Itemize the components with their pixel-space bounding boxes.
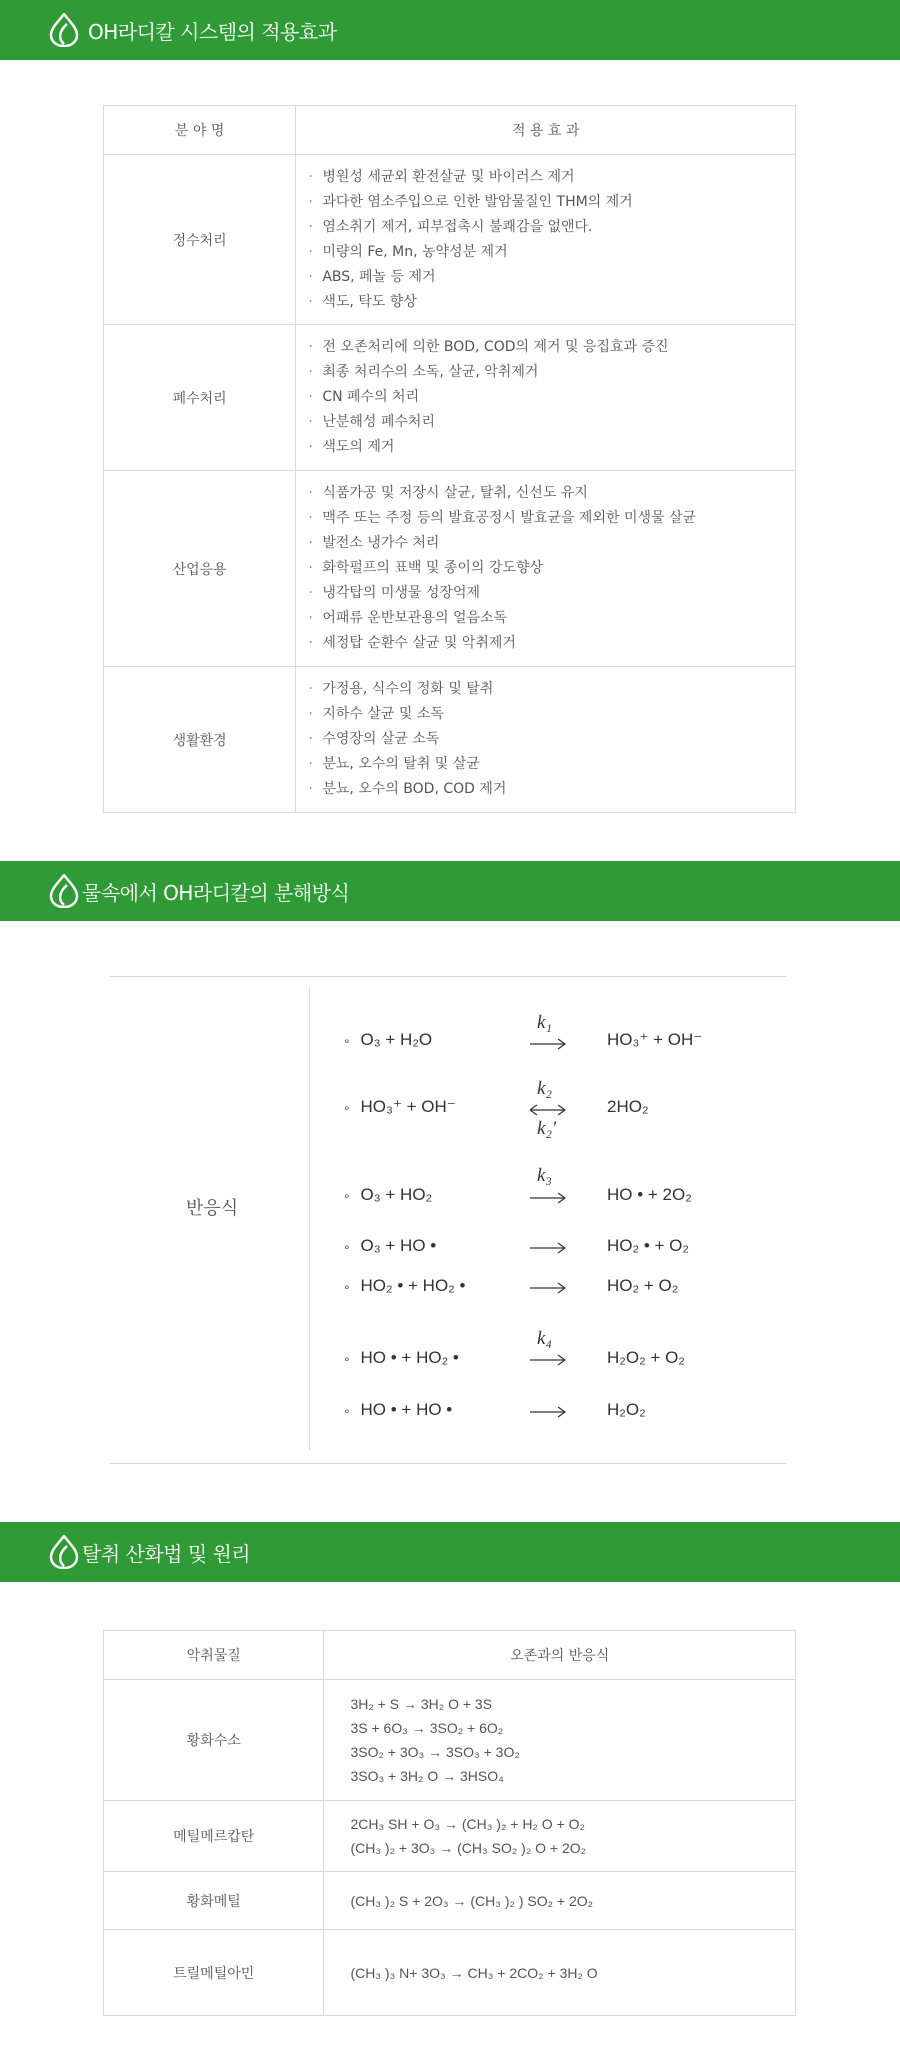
- arrow-right-icon: [530, 1038, 566, 1050]
- list-item: · 색도의 제거: [308, 439, 395, 455]
- list-item: · 과다한 염소주입으로 인한 발암물질인 THM의 제거: [308, 193, 633, 210]
- table-header-row: [104, 1631, 796, 1680]
- list-item: · 세정탑 순환수 살균 및 악취제거: [308, 635, 516, 651]
- reaction-right: HO₃⁺ + OH⁻: [607, 1030, 703, 1049]
- divider: [110, 976, 786, 977]
- rate-constant-reverse: k₂': [537, 1118, 557, 1139]
- reaction-left: ∘ HO₃⁺ + OH⁻: [343, 1097, 456, 1116]
- table-row: [104, 325, 796, 471]
- row-substance: 황화수소: [104, 1680, 324, 1801]
- list-item: · 발전소 냉가수 처리: [308, 535, 440, 551]
- table-row: [104, 1801, 796, 1872]
- list-item: · 지하수 살균 및 소독: [308, 706, 444, 722]
- list-item: · 식품가공 및 저장시 살균, 탈취, 신선도 유지: [308, 485, 588, 501]
- divider: [110, 1463, 786, 1464]
- list-item: · 화학펄프의 표백 및 종이의 강도향상: [308, 560, 543, 576]
- reaction-right: H₂O₂: [607, 1400, 646, 1419]
- table-row: [104, 471, 796, 667]
- table-row: [104, 1872, 796, 1930]
- list-item: · 전 오존처리에 의한 BOD, COD의 제거 및 응집효과 증진: [308, 339, 669, 355]
- rate-constant: k₂: [537, 1078, 553, 1099]
- leaf-drop-icon: [48, 874, 80, 908]
- row-category: 산업응용: [104, 471, 296, 667]
- arrow-right-icon: [530, 1406, 566, 1418]
- reaction-line: (CH₃ )₂ + 3O₃ → (CH₃ SO₂ )₂ O + 2O₂: [350, 1840, 587, 1856]
- list-item: · 가정용, 식수의 정화 및 탈취: [308, 681, 494, 697]
- row-substance: 메틸메르캅탄: [104, 1801, 324, 1872]
- list-item: · 난분해성 폐수처리: [308, 414, 435, 430]
- row-category: 폐수처리: [104, 325, 296, 471]
- section-title: 물속에서 OH라디칼의 분해방식: [82, 880, 350, 905]
- header-reaction: 오존과의 반응식: [324, 1631, 796, 1680]
- equilibrium-arrow-icon: [530, 1104, 566, 1116]
- list-item: · 어패류 운반보관용의 얼음소독: [308, 610, 508, 626]
- table-row: [104, 1680, 796, 1801]
- list-item: · 냉각탑의 미생물 성장억제: [308, 585, 480, 601]
- divider: [309, 988, 310, 1450]
- list-item: · 최종 처리수의 소독, 살균, 악취제거: [308, 364, 539, 380]
- header-field: 분 야 명: [104, 106, 296, 155]
- header-substance: 악취물질: [104, 1631, 324, 1680]
- reaction-right: H₂O₂ + O₂: [607, 1348, 685, 1367]
- list-item: · 분뇨, 오수의 탈취 및 살균: [308, 756, 480, 772]
- leaf-drop-icon: [48, 13, 80, 47]
- reaction-right: HO₂ • + O₂: [607, 1236, 689, 1255]
- reaction-left: ∘ HO • + HO₂ •: [343, 1348, 459, 1367]
- table-row: [104, 667, 796, 813]
- list-item: · 색도, 탁도 향상: [308, 293, 417, 310]
- section-banner-deodorization: [0, 1522, 900, 1582]
- list-item: · 염소취기 제거, 피부접촉시 불쾌감을 없앤다.: [308, 218, 593, 235]
- list-item: · 수영장의 살균 소독: [308, 731, 440, 747]
- rate-constant: k₁: [537, 1012, 553, 1033]
- list-item: · 병원성 세균외 환전살균 및 바이러스 제거: [308, 168, 575, 185]
- row-category: 생활환경: [104, 667, 296, 813]
- reaction-line: (CH₃ )₂ S + 2O₃ → (CH₃ )₂ ) SO₂ + 2O₂: [350, 1892, 594, 1909]
- row-category: 정수처리: [104, 155, 296, 325]
- table-row: [104, 155, 796, 325]
- reaction-line: 3H₂ + S → 3H₂ O + 3S: [350, 1696, 493, 1712]
- reaction-left: ∘ O₃ + HO₂: [343, 1185, 433, 1204]
- effects-table: [103, 105, 796, 813]
- reaction-line: 3SO₂ + 3O₃ → 3SO₃ + 3O₂: [350, 1744, 520, 1760]
- reaction-right: HO₂ + O₂: [607, 1276, 679, 1295]
- leaf-drop-icon: [48, 1535, 80, 1569]
- reaction-left: ∘ HO • + HO •: [343, 1400, 453, 1419]
- arrow-right-icon: [530, 1242, 566, 1254]
- reaction-label: 반응식: [186, 1198, 239, 1219]
- header-effect: 적 용 효 과: [296, 106, 796, 155]
- table-row: [104, 1930, 796, 2016]
- reaction-right: HO • + 2O₂: [607, 1185, 692, 1204]
- reaction-line: 3SO₃ + 3H₂ O → 3HSO₄: [350, 1768, 504, 1784]
- list-item: · ABS, 페놀 등 제거: [308, 268, 436, 285]
- arrow-right-icon: [530, 1192, 566, 1204]
- row-substance: 황화메틸: [104, 1872, 324, 1930]
- reaction-left: ∘ HO₂ • + HO₂ •: [343, 1276, 466, 1295]
- reaction-right: 2HO₂: [607, 1097, 649, 1116]
- arrow-right-icon: [530, 1354, 566, 1366]
- reaction-left: ∘ O₃ + H₂O: [343, 1030, 433, 1049]
- section-title: 탈취 산화법 및 원리: [82, 1541, 251, 1566]
- reaction-line: 3S + 6O₃ → 3SO₂ + 6O₂: [350, 1720, 504, 1736]
- rate-constant: k₃: [537, 1165, 553, 1186]
- list-item: · CN 폐수의 처리: [308, 389, 420, 405]
- reaction-line: (CH₃ )₃ N+ 3O₃ → CH₃ + 2CO₂ + 3H₂ O: [350, 1964, 598, 1981]
- rate-constant: k₄: [537, 1328, 553, 1349]
- odor-reaction-table: [103, 1630, 796, 2016]
- section-banner-reactions: [0, 861, 900, 921]
- reaction-line: 2CH₃ SH + O₃ → (CH₃ )₂ + H₂ O + O₂: [350, 1816, 585, 1832]
- section-banner-effects: [0, 0, 900, 60]
- row-substance: 트릴메틸아민: [104, 1930, 324, 2016]
- list-item: · 분뇨, 오수의 BOD, COD 제거: [308, 781, 507, 797]
- list-item: · 미량의 Fe, Mn, 농약성분 제거: [308, 243, 508, 260]
- section-title: OH라디칼 시스템의 적용효과: [88, 19, 337, 44]
- arrow-right-icon: [530, 1282, 566, 1294]
- table-header-row: [104, 106, 796, 155]
- reaction-left: ∘ O₃ + HO •: [343, 1236, 437, 1255]
- list-item: · 맥주 또는 주정 등의 발효공정시 발효균을 제외한 미생물 살균: [308, 510, 697, 526]
